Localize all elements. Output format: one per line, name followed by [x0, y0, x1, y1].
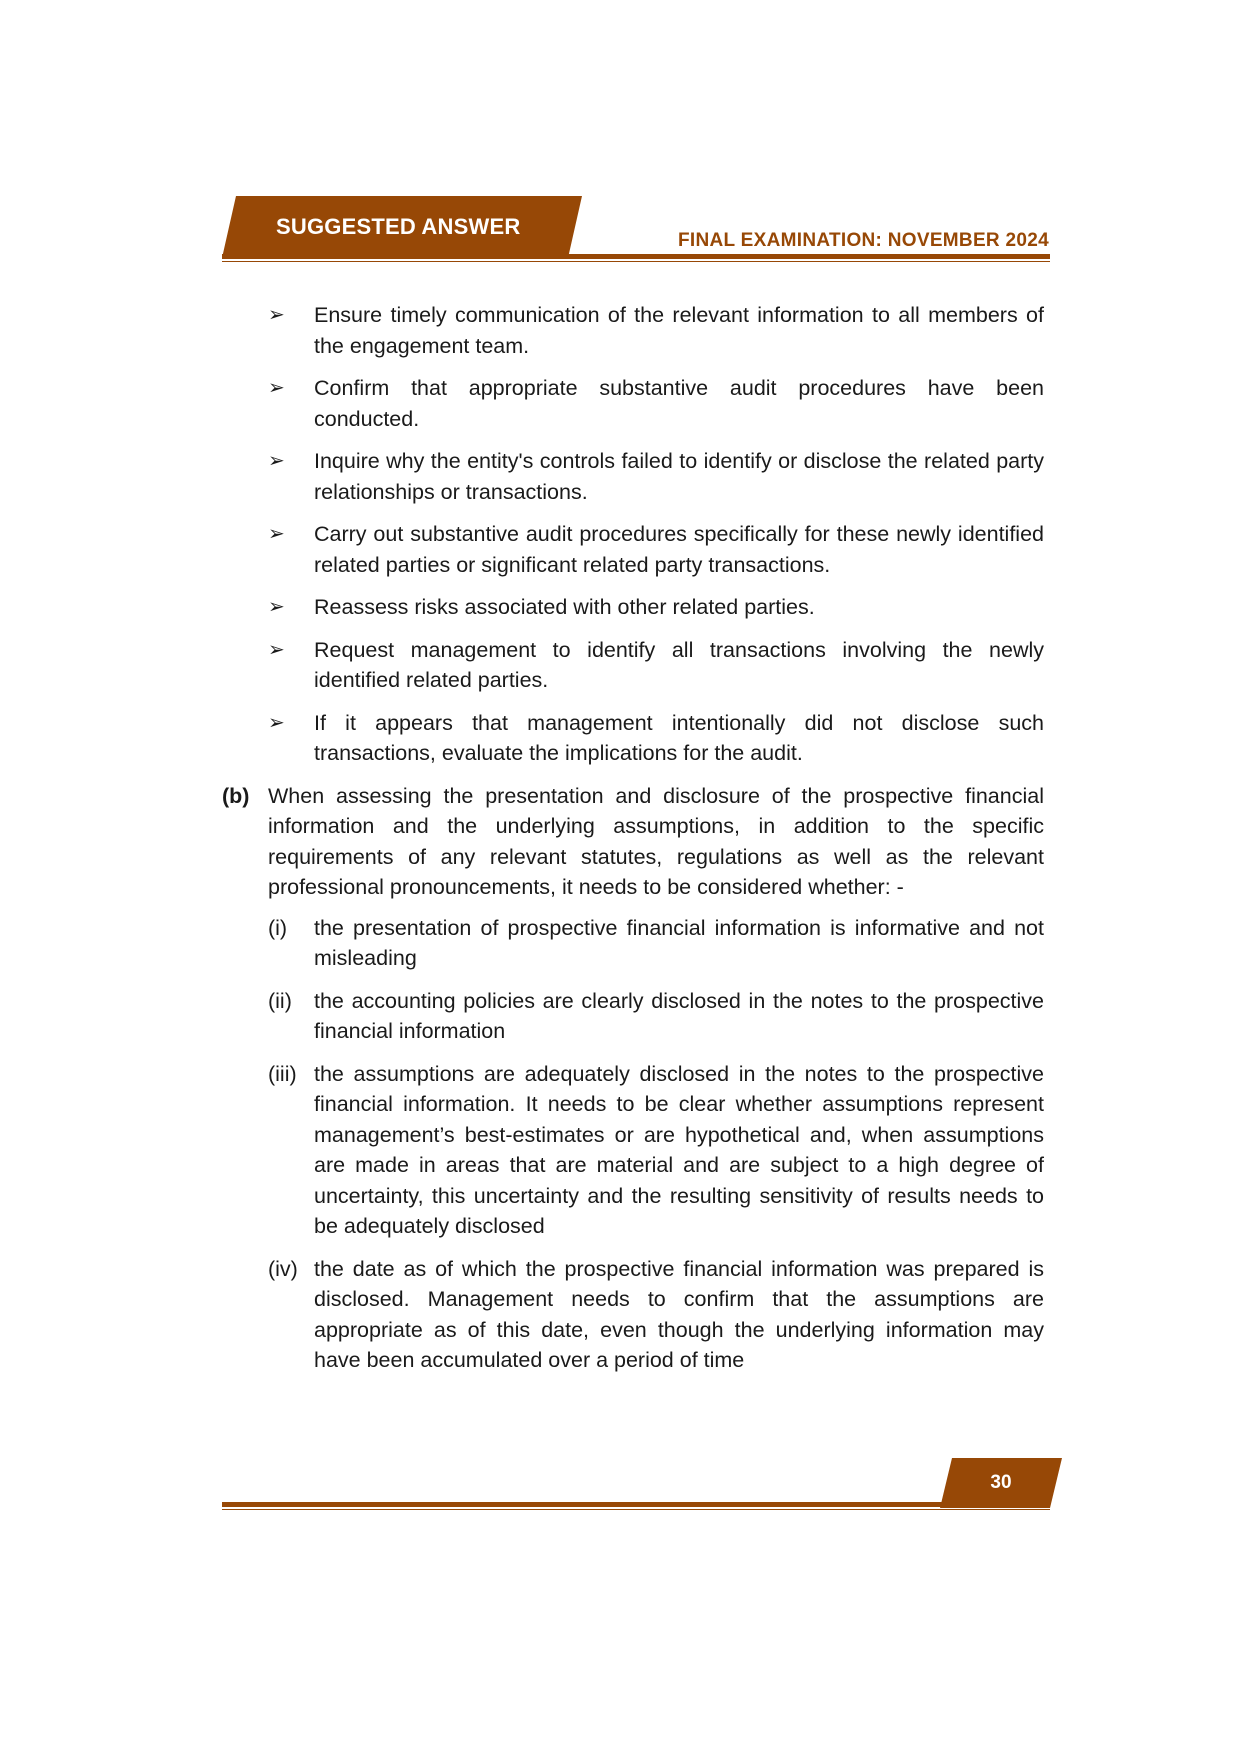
sub-item-label: (iii)	[268, 1061, 297, 1086]
section-b	[222, 781, 1044, 903]
sub-item	[222, 1059, 1044, 1242]
section-b-label: (b)	[222, 783, 250, 808]
arrow-bullet-icon: ➢	[268, 596, 285, 618]
footer-rule-thin	[222, 1509, 1050, 1510]
page-content	[222, 300, 1044, 1388]
sub-item	[222, 913, 1044, 974]
bullet-text: Carry out substantive audit procedures specifically for these newly identified related parties or significant related party transactions.	[314, 522, 1044, 577]
bullet-item	[222, 300, 1044, 361]
exam-title: FINAL EXAMINATION: NOVEMBER 2024	[678, 230, 1049, 251]
arrow-bullet-icon: ➢	[268, 304, 285, 326]
bullet-text: If it appears that management intentionally did not disclose such transactions, evaluate the implications for the audit.	[314, 710, 1044, 765]
sub-item-text: the presentation of prospective financial information is informative and not misleading	[314, 915, 1044, 970]
bullet-item	[222, 708, 1044, 769]
header-rule-thin	[222, 261, 1050, 262]
arrow-bullet-icon: ➢	[268, 377, 285, 399]
sub-item-label: (i)	[268, 915, 288, 940]
bullet-text: Inquire why the entity's controls failed to identify or disclose the related party relationships or transactions.	[314, 449, 1044, 504]
bullet-item	[222, 373, 1044, 434]
arrow-bullet-icon: ➢	[268, 711, 285, 734]
sub-item	[222, 1254, 1044, 1376]
bullet-item	[222, 446, 1044, 507]
footer-rule	[222, 1502, 1050, 1507]
header-tab-label: SUGGESTED ANSWER	[276, 214, 521, 239]
arrow-bullet-icon: ➢	[268, 450, 285, 472]
bullet-text: Confirm that appropriate substantive audit procedures have been conducted.	[314, 376, 1044, 431]
bullet-item	[222, 635, 1044, 696]
bullet-text: Ensure timely communication of the relevant information to all members of the engagement team.	[314, 303, 1044, 358]
sub-item-text: the assumptions are adequately disclosed in the notes to the prospective financial information. It needs to be clear whether assumptions represent management’s best-estimates or are hypothetical and, when assumptions are made in areas that are material and are subject to a high degree of uncertainty, this uncertainty and the resulting sensitivity of results needs to be adequately disclosed	[314, 1061, 1044, 1238]
sub-item-text: the accounting policies are clearly disclosed in the notes to the prospective financial information	[314, 988, 1044, 1043]
bullet-item	[222, 519, 1044, 580]
sub-item	[222, 986, 1044, 1047]
arrow-bullet-icon: ➢	[268, 523, 285, 545]
sub-item-label: (iv)	[268, 1256, 298, 1281]
page-number: 30	[990, 1472, 1012, 1493]
section-b-text: When assessing the presentation and disclosure of the prospective financial information and the underlying assumptions, in addition to the specific requirements of any relevant statutes, regulations as well as the relevant professional pronouncements, it needs to be considered whether: -	[268, 783, 1044, 899]
sub-item-label: (ii)	[268, 988, 292, 1013]
sub-item-text: the date as of which the prospective financial information was prepared is disclosed. Management needs to confirm that the assumptions are appropriate as of this date, even though the underlying information may have been accumulated over a period of time	[314, 1256, 1044, 1372]
bullet-text: Reassess risks associated with other related parties.	[314, 595, 815, 619]
bullet-text: Request management to identify all transactions involving the newly identified related parties.	[314, 637, 1044, 692]
arrow-bullet-icon: ➢	[268, 638, 285, 661]
bullet-item	[222, 592, 1044, 623]
header-rule	[222, 254, 1050, 259]
